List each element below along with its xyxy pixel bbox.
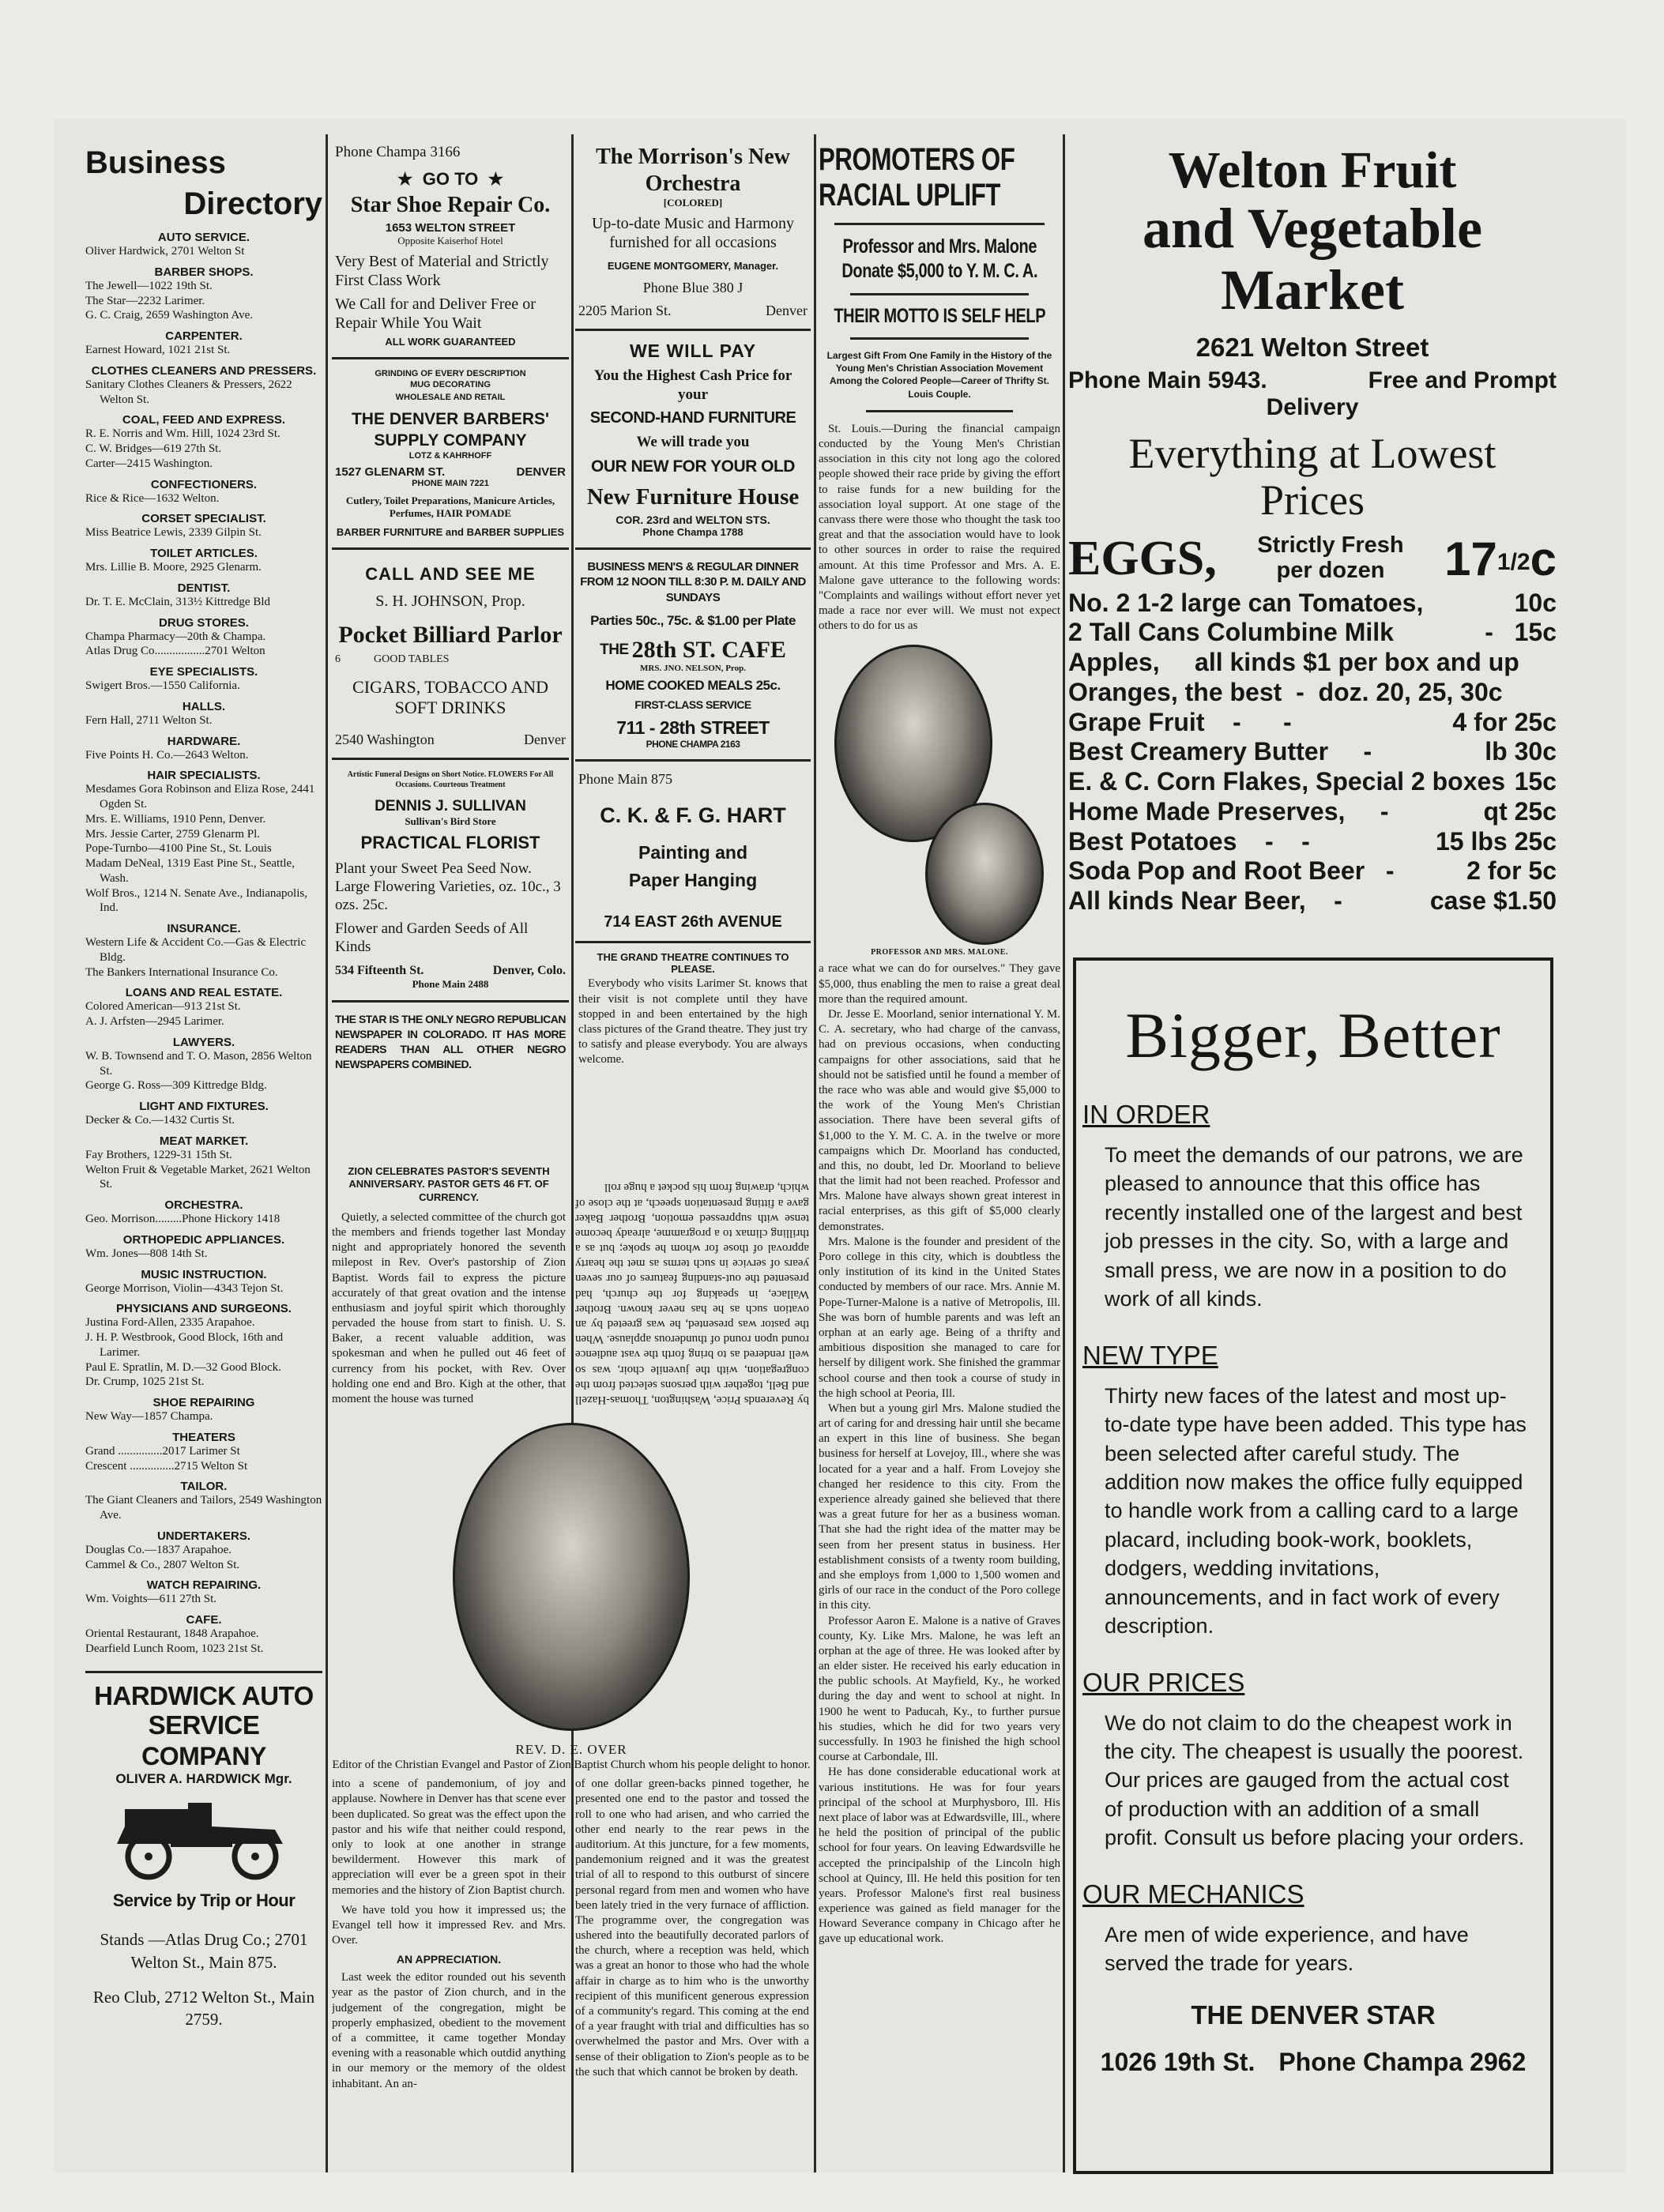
barbers-supply-ad xyxy=(332,367,569,540)
directory-entry: Crescent ...............2715 Welton St xyxy=(85,1459,248,1473)
directory-category: CARPENTER. xyxy=(165,329,243,343)
directory-category: LOANS AND REAL ESTATE. xyxy=(125,986,283,1000)
star-ad-phone: Phone Champa 2962 xyxy=(1278,2047,1527,2076)
directory-entry: Wolf Bros., 1214 N. Senate Ave., Indianapolis, Ind. xyxy=(85,886,307,915)
promoters-sub1: Professor and Mrs. Malone Donate $5,000 to Y. M. C. A. xyxy=(841,235,1037,282)
barbers-phone: PHONE MAIN 7221 xyxy=(412,478,489,488)
directory-entry: Dearfield Lunch Room, 1023 21st St. xyxy=(85,1642,264,1655)
furniture-address: COR. 23rd and WELTON STS. xyxy=(616,513,770,526)
market-item-name: 2 Tall Cans Columbine Milk xyxy=(1068,618,1394,647)
florist-p1: Plant your Sweet Pea Seed Now. Large Flowering Varieties, oz. 10c., 3 ozs. 25c. xyxy=(335,860,561,914)
promoters-p7: He has done considerable educational work at various institutions. He was for four years principal of the school at Murphysboro, Ill. His next place of labor was at Edwardsville, Ill., where he held the position of principal of the public school for four years. On leaving Edwardsville he accepted the principalship of the Lincoln high school at Quincy, Ill. He held this position for ten years. Professor Malone's first real business experience was gained as field manager for the Howard Severance company in Chicago after he gave up educational work. xyxy=(819,1766,1060,1946)
promoters-p5: When but a young girl Mrs. Malone studied the art of caring for and dressing hair until she became an expert in this line of business. She began business for herself at Lovejoy, Ill., where she was located for a year and a half. From Lovejoy she changed her residence to this city. From the experience already gained she believed that there was a great future for her as a business woman. That she had the right idea of the matter may be seen from her present status in business. Her establishment consists of a twenty room building, and she employs from 1,000 to 1,500 women and girls of our race in the conduct of the Poro college in this city. xyxy=(819,1401,1060,1612)
market-item xyxy=(1068,589,1557,619)
directory-entry: Sanitary Clothes Cleaners & Pressers, 2622 Welton St. xyxy=(85,378,292,406)
eggs-label: EGGS, xyxy=(1068,531,1217,585)
zion-cont-left-p3: Last week the editor rounded out his seventh year as the pastor of Zion church, and in the judgement of the congregation, might be properly emphasized, obedient to the movement of a committee, it came together Monday evening with a reasonable which outdid anything in our memory or the memory of the oldest inhabitant. An an- xyxy=(332,1971,566,2090)
column-3 xyxy=(575,142,811,1169)
billiard-call: CALL AND SEE ME xyxy=(365,564,536,585)
directory-list xyxy=(85,231,322,1657)
directory-entry: Welton Fruit & Vegetable Market, 2621 Welton St. xyxy=(85,1163,311,1191)
market-item-price: 4 for 25c xyxy=(1452,707,1557,736)
grand-theatre-body: Everybody who visits Larimer St. knows that their visit is not complete until they have stopped in and been entertained by the high class pictures of the Grand theatre. They just try to satisfy and please everybody. You are always welcome. xyxy=(578,977,808,1066)
directory-title xyxy=(85,142,322,224)
directory-category: THEATERS xyxy=(172,1430,235,1444)
market-item xyxy=(1068,737,1557,767)
hart-name: C. K. & F. G. HART xyxy=(600,803,786,828)
billiard-name: Pocket Billiard Parlor xyxy=(338,622,563,649)
zion-cont-left-p1: into a scene of pandemonium, of joy and applause. Nowhere in Denver has that scene ever been duplicated. So great was the effect upon the pastor and his wife that neither could respond, only to look at one another in strange bewilderment. However this mark of appreciation will ever be a green spot in their memories and the history of Zion Baptist church. xyxy=(332,1778,566,1897)
market-item-price: case $1.50 xyxy=(1429,886,1557,916)
market-price-list xyxy=(1068,589,1557,916)
shoe-phone: Phone Champa 3166 xyxy=(335,144,461,160)
cafe-prop: MRS. JNO. NELSON, Prop. xyxy=(640,664,746,674)
market-item-price: lb 30c xyxy=(1485,737,1557,766)
directory-category: AUTO SERVICE. xyxy=(157,231,250,244)
market-item xyxy=(1068,618,1557,648)
market-tag-1: Everything at Lowest xyxy=(1128,429,1496,477)
zion-cont-left xyxy=(332,1777,566,2092)
directory-entry: Wm. Jones—808 14th St. xyxy=(85,1247,208,1260)
directory-category: DENTIST. xyxy=(177,581,231,595)
furniture-l2: SECOND-HAND FURNITURE xyxy=(589,408,796,427)
zion-cont-left-p2: We have told you how it impressed us; the Evangel tell how it impressed Rev. and Mrs. Over. xyxy=(332,1903,566,1947)
barbers-top2: MUG DECORATING xyxy=(410,380,491,389)
directory-category: ORTHOPEDIC APPLIANCES. xyxy=(122,1232,285,1247)
divider xyxy=(332,1000,569,1003)
hardwick-service: Service by Trip or Hour xyxy=(112,1890,296,1911)
hart-line2: Paper Hanging xyxy=(628,870,758,891)
billiard-prop: S. H. JOHNSON, Prop. xyxy=(375,592,525,611)
directory-title-line2: Directory xyxy=(183,186,322,221)
eggs-row xyxy=(1068,531,1557,587)
zion-cont-right xyxy=(575,1777,809,2092)
mrs-malone-portrait xyxy=(925,803,1044,945)
market-item-name: Best Creamery Butter - xyxy=(1068,737,1372,766)
florist-sub: Sullivan's Bird Store xyxy=(405,814,496,827)
directory-category: PHYSICIANS AND SURGEONS. xyxy=(116,1302,292,1316)
hardwick-manager: OLIVER A. HARDWICK Mgr. xyxy=(115,1771,292,1787)
directory-entry: Mrs. Jessie Carter, 2759 Glenarm Pl. xyxy=(85,827,261,841)
hardwick-title: HARDWICK AUTO SERVICE xyxy=(94,1680,314,1740)
column-rule xyxy=(326,134,328,2172)
directory-category: COAL, FEED AND EXPRESS. xyxy=(122,413,286,427)
cafe-parties: Parties 50c., 75c. & $1.00 per Plate xyxy=(590,613,796,629)
divider xyxy=(834,223,1045,225)
orchestra-manager: EUGENE MONTGOMERY, Manager. xyxy=(607,260,779,273)
furniture-l4: OUR NEW FOR YOUR OLD xyxy=(591,457,795,476)
shoe-name: Star Shoe Repair Co. xyxy=(350,193,551,217)
market-item-name: Grape Fruit - - xyxy=(1068,707,1292,736)
market-item xyxy=(1068,856,1557,886)
billiard-city: Denver xyxy=(524,731,566,747)
directory-entry: Mesdames Gora Robinson and Eliza Rose, 2441 Ogden St. xyxy=(85,783,315,811)
directory-entry: Douglas Co.—1837 Arapahoe. xyxy=(85,1543,232,1556)
cafe-ad xyxy=(575,558,811,752)
directory-entry: The Star—2232 Larimer. xyxy=(85,294,205,307)
barbers-city: DENVER xyxy=(516,465,566,479)
directory-category: EYE SPECIALISTS. xyxy=(149,665,258,679)
cafe-service: FIRST-CLASS SERVICE xyxy=(634,698,751,712)
market-item xyxy=(1068,886,1557,916)
directory-entry: Madam DeNeal, 1319 East Pine St., Seattle, Wash. xyxy=(85,857,295,885)
divider xyxy=(332,357,569,359)
directory-entry: Swigert Bros.—1550 California. xyxy=(85,679,240,692)
directory-entry: Paul E. Spratlin, M. D.—32 Good Block. xyxy=(85,1360,281,1374)
florist-address: 534 Fifteenth St. xyxy=(335,963,424,977)
column-rule xyxy=(1063,134,1065,2172)
directory-entry: Grand ...............2017 Larimer St xyxy=(85,1444,240,1458)
directory-category: INSURANCE. xyxy=(167,922,241,935)
business-directory xyxy=(85,142,322,2180)
florist-title: PRACTICAL FLORIST xyxy=(360,833,540,853)
billiard-ad xyxy=(332,558,569,750)
directory-category: LAWYERS. xyxy=(172,1035,235,1049)
divider xyxy=(332,758,569,760)
directory-category: CAFE. xyxy=(186,1613,222,1627)
barbers-footer: BARBER FURNITURE and BARBER SUPPLIES xyxy=(336,526,565,539)
directory-category: UNDERTAKERS. xyxy=(156,1529,251,1543)
directory-entry: New Way—1857 Champa. xyxy=(85,1410,213,1423)
billiard-cigars: CIGARS, TOBACCO AND SOFT DRINKS xyxy=(352,677,548,718)
promoters-p6: Professor Aaron E. Malone is a native of Graves county, Ky. Like Mrs. Malone, he was left an orphan at the age of three. He was looked after by an elder sister. He received his early education in the public schools. At Mayfield, Ky., he worked during the day and went to school at night. In 1900 he went to Paducah, Ky., to further pursue his studies, which he did for two years very successfully. In 1903 he finished the high school course at Carbondale, Ill. xyxy=(819,1614,1060,1764)
directory-entry: Dr. Crump, 1025 21st St. xyxy=(85,1375,205,1389)
directory-entry: C. W. Bridges—619 27th St. xyxy=(85,442,222,455)
orchestra-address: 2205 Marion St. xyxy=(578,303,672,319)
directory-entry: Mrs. E. Williams, 1910 Penn, Denver. xyxy=(85,812,266,826)
cafe-the: THE xyxy=(600,641,629,659)
market-title-1: Welton Fruit xyxy=(1168,142,1457,199)
furniture-l1: You the Highest Cash Price for your xyxy=(593,367,792,404)
directory-entry: Pope-Turnbo—4100 Pine St., St. Louis xyxy=(85,842,272,856)
malone-portraits xyxy=(819,645,1060,945)
star-ad-h3: OUR PRICES xyxy=(1082,1667,1245,1697)
directory-entry: Colored American—913 21st St. xyxy=(85,1000,241,1014)
market-delivery-2: Delivery xyxy=(1266,393,1359,420)
zion-cont-right-p: of one dollar green-backs pinned together, he presented one end to the pastor and tossed the roll to one who had arisen, and who carried the other end nearly to the rear pews in the auditorium. At this juncture, for a few moments, pandemonium reigned and it was the greatest trial of all to respond to this outburst of sincere personal regard from men and women who have been lately tried in the very furnace of affliction. The programme over, the congregation was ushered into the beautifully decorated parlors of the church, where a reception was held, which was a great an honor to those who had the whole affair in charge as to him who is the unworthy recipient of this munificent generous expression of a community's regard. This coming at the end of a year fraught with trial and difficulties has so overwhelmed the pastor and Mrs. Over with a sense of their obligation to Zion's people as to be the such that which cannot be broken by death. xyxy=(575,1778,809,2078)
directory-entry: Geo. Morrison.........Phone Hickory 1418 xyxy=(85,1213,280,1225)
star-ad-p3: We do not claim to do the cheapest work in the city. The cheapest is usually the poorest. Our prices are gauged from the actual cost of production with an addition of a small profit. Consult us before placing your orders. xyxy=(1105,1710,1525,1850)
directory-category: BARBER SHOPS. xyxy=(154,265,254,279)
directory-entry: Carter—2415 Washington. xyxy=(85,457,213,470)
directory-entry: Western Life & Accident Co.—Gas & Electric Bldg. xyxy=(85,936,307,964)
market-item-price: 10c xyxy=(1514,588,1557,617)
zion-body-left: Quietly, a selected committee of the church got the members and friends together last Monday night and appropriately honored the seventh milepost in Rev. Over's pastorship of Zion Baptist. Words fail to express the picture accurately of that great ovation and the intense enthusiasm and joyful spirit which thoroughly pervaded the house from start to finish. U. S. Baker, a recent valuable addition, was spokesman and when he pulled out 46 feet of currency from his pocket, with Rev. Over holding one end and Bro. Kigh at the other, that moment the house was turned xyxy=(332,1210,566,1405)
market-item xyxy=(1068,797,1557,827)
directory-entry: Rice & Rice—1632 Welton. xyxy=(85,491,220,505)
divider xyxy=(850,293,1029,295)
directory-category: HAIR SPECIALISTS. xyxy=(147,769,261,783)
directory-category: ORCHESTRA. xyxy=(164,1198,243,1212)
hart-ad xyxy=(575,769,811,933)
market-item xyxy=(1068,827,1557,857)
directory-entry: The Jewell—1022 19th St. xyxy=(85,279,213,292)
denver-star-ad xyxy=(1073,957,1553,2174)
barbers-goods: Cutlery, Toilet Preparations, Manicure Articles, Perfumes, HAIR POMADE xyxy=(345,494,555,519)
market-delivery-1: Free and Prompt xyxy=(1368,367,1557,393)
market-item-price: qt 25c xyxy=(1483,796,1557,826)
shoe-opposite: Opposite Kaiserhof Hotel xyxy=(397,235,503,246)
eggs-fraction: 1/2 xyxy=(1496,548,1530,575)
orchestra-ad xyxy=(575,142,811,321)
directory-entry: J. H. P. Westbrook, Good Block, 16th and Larimer. xyxy=(85,1331,284,1359)
eggs-cents: c xyxy=(1530,532,1557,585)
promoters-p3: Dr. Jesse E. Moorland, senior international Y. M. C. A. secretary, who had charge of the canvass, had on previous occasions, when conducting campaigns for other associations, said that he should not be satisfied until he found a member of the race who was able and would give $5,000 to the work of the Young Men's Christian association. There have been several gifts of $1,000 to the Y. M. C. A. in the twelve or more campaigns which Dr. Moorland has conducted, and this, no doubt, led Dr. Moorland to believe that the limit had not been reached. Professor and Mrs. Malone have always shown great interest in racial enterprises, as this gift of $5,000 clearly demonstrates. xyxy=(819,1008,1060,1233)
shoe-line1: Very Best of Material and Strictly First Class Work xyxy=(335,253,549,290)
directory-entry: Atlas Drug Co.................2701 Welton xyxy=(85,645,265,658)
florist-ad xyxy=(332,768,569,992)
market-item-price: 15 lbs 25c xyxy=(1436,826,1557,856)
market-phone: Phone Main 5943. xyxy=(1068,367,1267,393)
zion-head: ZION CELEBRATES PASTOR'S SEVENTH ANNIVERSARY. PASTOR GETS 46 FT. OF CURRENCY. xyxy=(348,1165,550,1203)
billiard-tables-count: 6 xyxy=(335,653,341,666)
market-title-3: Market xyxy=(1221,258,1404,322)
zion-appreciation: AN APPRECIATION. xyxy=(396,1953,502,1966)
shoe-line2: We Call for and Deliver Free or Repair While You Wait xyxy=(335,295,536,333)
market-item-name: Oranges, the best - doz. 20, 25, 30c xyxy=(1068,677,1503,706)
divider xyxy=(575,759,811,762)
directory-entry: Cammel & Co., 2807 Welton St. xyxy=(85,1558,240,1571)
directory-entry: G. C. Craig, 2659 Washington Ave. xyxy=(85,309,253,322)
star-ad-name: THE DENVER STAR xyxy=(1191,1999,1436,2030)
directory-title-line1: Business xyxy=(85,145,226,180)
zion-top xyxy=(332,1165,811,1407)
directory-category: TAILOR. xyxy=(180,1480,228,1494)
cafe-phone: PHONE CHAMPA 2163 xyxy=(646,739,740,750)
star-ad-p1: To meet the demands of our patrons, we are pleased to announce that this office has recently installed one of the largest and best job presses in the city. So, with a large and small press, we are now in a position to do work of all kinds. xyxy=(1105,1143,1523,1311)
hardwick-company: COMPANY xyxy=(141,1742,266,1771)
star-icon: ★ xyxy=(397,169,413,189)
directory-category: MUSIC INSTRUCTION. xyxy=(141,1267,267,1281)
directory-category: MEAT MARKET. xyxy=(159,1134,249,1148)
florist-top: Artistic Funeral Designs on Short Notice. FLOWERS For All Occasions. Courteous Treatment xyxy=(347,769,554,789)
barbers-address: 1527 GLENARM ST. xyxy=(335,465,446,479)
barbers-top3: WHOLESALE AND RETAIL xyxy=(395,392,506,402)
directory-entry: Mrs. Lillie B. Moore, 2925 Glenarm. xyxy=(85,561,262,574)
market-title-2: and Vegetable xyxy=(1142,197,1483,261)
star-notice: THE STAR IS THE ONLY NEGRO REPUBLICAN NEWSPAPER IN COLORADO. IT HAS MORE READERS THAN ALL OTHER NEGRO NEWSPAPERS COMBINED. xyxy=(335,1013,566,1070)
orchestra-phone: Phone Blue 380 J xyxy=(642,280,744,296)
directory-category: TOILET ARTICLES. xyxy=(150,547,258,560)
market-item xyxy=(1068,648,1557,678)
directory-category: HARDWARE. xyxy=(167,734,241,748)
directory-entry: Wm. Voights—611 27th St. xyxy=(85,1593,216,1606)
directory-category: LIGHT AND FIXTURES. xyxy=(139,1100,269,1113)
directory-category: WATCH REPAIRING. xyxy=(146,1578,262,1593)
divider xyxy=(332,547,569,550)
directory-entry: The Bankers International Insurance Co. xyxy=(85,965,278,979)
shoe-address: 1653 WELTON STREET xyxy=(385,221,516,235)
hardwick-ad xyxy=(85,1671,322,2031)
star-icon: ★ xyxy=(488,169,504,189)
directory-category: SHOE REPAIRING xyxy=(152,1396,255,1409)
furniture-phone: Phone Champa 1788 xyxy=(642,525,744,538)
promoters-p1: St. Louis.—During the financial campaign conducted by the Young Men's Christian association in this city not long ago the colored people showed their race pride by giving the effort to raise funds for a new building for the association loyal support. At one stage of the canvass there were those who thought the task too great and that the association would have to look to other sources in order to raise the required amount. At this time Professor and Mrs. A. E. Malone gave utterance to the following words: "Complaints and wailings without effort never yet made a race nor ever will. We must not expect others to do for us as xyxy=(819,422,1060,633)
orchestra-city: Denver xyxy=(766,303,808,319)
star-ad-h2: NEW TYPE xyxy=(1082,1340,1218,1370)
market-item-name: No. 2 1-2 large can Tomatoes, xyxy=(1068,588,1424,617)
market-item-name: Home Made Preserves, - xyxy=(1068,796,1389,826)
directory-entry: Fern Hall, 2711 Welton St. xyxy=(85,713,213,727)
directory-entry: Oriental Restaurant, 1848 Arapahoe. xyxy=(85,1627,259,1640)
furniture-l3: We will trade you xyxy=(636,433,750,450)
directory-entry: W. B. Townsend and T. O. Mason, 2856 Welton St. xyxy=(85,1049,312,1078)
star-shoe-ad xyxy=(332,142,569,349)
furniture-name: New Furniture House xyxy=(586,483,800,510)
star-ad-p2: Thirty new faces of the latest and most up-to-date type have been added. This type has been selected after careful study. The addition now makes the office fully equipped to handle work from a calling card to a large placard, including book-work, booklets, dodgers, wedding invitations, announcements, and in fact work of every description. xyxy=(1105,1383,1527,1638)
promoters-caption: PROFESSOR AND MRS. MALONE. xyxy=(871,948,1008,957)
market-tagline xyxy=(1068,431,1557,525)
divider xyxy=(850,337,1029,340)
rev-over-portrait xyxy=(453,1423,690,1731)
hardwick-reo-club: Reo Club, 2712 Welton St., Main 2759. xyxy=(92,1988,315,2030)
market-tag-2: Prices xyxy=(1260,476,1365,525)
market-item-price: - 15c xyxy=(1485,618,1557,647)
market-item-price: 15c xyxy=(1514,767,1557,796)
promoters-p2: a race what we can do for ourselves." They gave $5,000, thus enabling the men to raise a great deal more than the required amount. xyxy=(819,962,1060,1006)
florist-name: DENNIS J. SULLIVAN xyxy=(375,797,526,814)
barbers-name: THE DENVER BARBERS' SUPPLY COMPANY xyxy=(351,409,550,450)
barbers-top1: GRINDING OF EVERY DESCRIPTION xyxy=(375,369,526,379)
directory-entry: Dr. T. E. McClain, 313½ Kittredge Bld xyxy=(85,595,271,608)
directory-entry: Miss Beatrice Lewis, 2339 Gilpin St. xyxy=(85,526,262,540)
cafe-meals: HOME COOKED MEALS 25c. xyxy=(605,678,781,694)
furniture-ad xyxy=(575,339,811,540)
shoe-goto: GO TO xyxy=(422,169,479,189)
promoters-p4: Mrs. Malone is the founder and president of the Poro college in this city, which is doubtless the only institution of its kind in the United States conducted by members of our race. Mrs. Annie M. Pope-Turner-Malone is a native of Metropolis, Ill. She was born of humble parents and was left an orphan at an early age. Being of a thrifty and ambitious disposition she managed to care for herself by diligent work. She finished the grammar school course and then took a course of study in the high school at Peoria, Ill. xyxy=(819,1235,1060,1400)
cafe-address: 711 - 28th STREET xyxy=(616,717,770,739)
orchestra-name: The Morrison's New Orchestra xyxy=(596,145,790,196)
star-ad-h1: IN ORDER xyxy=(1082,1100,1210,1129)
orchestra-colored: [COLORED] xyxy=(663,197,723,209)
hardwick-stands: Stands —Atlas Drug Co.; 2701 Welton St., Main 875. xyxy=(100,1930,308,1972)
eggs-desc-2: per dozen xyxy=(1276,558,1385,584)
directory-entry: Five Points H. Co.—2643 Welton. xyxy=(85,748,249,762)
grand-theatre-article xyxy=(575,951,811,1067)
market-item xyxy=(1068,678,1557,708)
florist-phone: Phone Main 2488 xyxy=(412,977,489,990)
directory-category: CONFECTIONERS. xyxy=(150,477,258,491)
divider xyxy=(575,547,811,550)
promoters-deck: Largest Gift From One Family in the History of the Young Men's Christian Association Movement Among the Colored People—Career of Thrifty St. Louis Couple. xyxy=(826,350,1052,400)
directory-entry: Fay Brothers, 1229-31 15th St. xyxy=(85,1148,232,1161)
market-item-name: Apples, all kinds $1 per box and up xyxy=(1068,648,1519,677)
zion-article xyxy=(332,1165,811,2172)
zion-bottom xyxy=(332,1777,811,2092)
grand-theatre-head: THE GRAND THEATRE CONTINUES TO PLEASE. xyxy=(597,951,789,976)
market-item-name: E. & C. Corn Flakes, Special 2 boxes xyxy=(1068,767,1506,796)
billiard-tables: GOOD TABLES xyxy=(374,653,450,666)
zion-right-column-inverted xyxy=(575,1165,809,1407)
zion-caption: Editor of the Christian Evangel and Pastor of Zion Baptist Church whom his people delight to honor. xyxy=(332,1759,811,1772)
divider xyxy=(866,410,1013,412)
market-title xyxy=(1068,142,1557,322)
directory-entry: Justina Ford-Allen, 2335 Arapahoe. xyxy=(85,1316,255,1330)
hart-phone: Phone Main 875 xyxy=(578,771,672,788)
florist-p2: Flower and Garden Seeds of All Kinds xyxy=(335,920,529,955)
market-item-name: Best Potatoes - - xyxy=(1068,826,1310,856)
zion-left-column xyxy=(332,1165,566,1407)
billiard-address: 2540 Washington xyxy=(335,731,435,747)
star-ad-p4: Are men of wide experience, and have served the trade for years. xyxy=(1105,1922,1469,1976)
directory-entry: A. J. Arfsten—2945 Larimer. xyxy=(85,1015,224,1028)
market-address: 2621 Welton Street xyxy=(1195,332,1429,362)
directory-entry: Oliver Hardwick, 2701 Welton St xyxy=(85,245,245,258)
eggs-desc-1: Strictly Fresh xyxy=(1257,532,1404,559)
divider xyxy=(575,941,811,943)
directory-entry: Earnest Howard, 1021 21st St. xyxy=(85,344,231,356)
shoe-guarantee: ALL WORK GUARANTEED xyxy=(385,336,516,348)
hart-line1: Painting and xyxy=(638,842,747,863)
florist-city: Denver, Colo. xyxy=(492,963,566,977)
directory-entry: Decker & Co.—1432 Curtis St. xyxy=(85,1114,235,1127)
star-ad-address: 1026 19th St. xyxy=(1100,2047,1256,2076)
zion-body-right: by Reverends Price, Washington, Thomas-Hazell and Bell, together with persons selected from the congregation, with the juvenile choir, was so well rendered as to bring forth the vast audience round upon round of thunderous applause. When the pastor was presented, he was greeted by an ovation such as he has never known. Brother Wallace, in speaking for the church, had presented the out-standing features of our seven years of service in such terms as met the hearty approval of those for whom he spoke; but as a thrilling climax to a programme, already become tense with suppressed emotion, Brother Baker gave a fitting presentation speech, at the close of which, drawing from his pocket a huge roll xyxy=(575,1181,809,1407)
star-ad-headline: Bigger, Better xyxy=(1125,999,1501,1071)
market-item-price: 2 for 5c xyxy=(1466,856,1557,886)
orchestra-desc: Up-to-date Music and Harmony furnished for all occasions xyxy=(591,215,795,252)
furniture-head: WE WILL PAY xyxy=(629,340,757,362)
directory-category: CORSET SPECIALIST. xyxy=(141,512,266,526)
market-item xyxy=(1068,767,1557,797)
directory-entry: Champa Pharmacy—20th & Champa. xyxy=(85,630,266,643)
automobile-icon xyxy=(93,1795,314,1882)
directory-entry: The Giant Cleaners and Tailors, 2549 Washington Ave. xyxy=(85,1494,322,1522)
promoters-headline xyxy=(819,142,1060,213)
market-item xyxy=(1068,708,1557,738)
promoters-article xyxy=(819,142,1060,2176)
directory-category: CLOTHES CLEANERS AND PRESSERS. xyxy=(91,363,317,378)
promoters-sub2: THEIR MOTTO IS SELF HELP xyxy=(834,305,1045,328)
star-ad-h4: OUR MECHANICS xyxy=(1082,1879,1304,1909)
column-rule xyxy=(814,134,816,2172)
directory-category: DRUG STORES. xyxy=(159,615,249,630)
zion-caption-name: REV. D. E. OVER xyxy=(515,1742,627,1758)
directory-entry: George Morrison, Violin—4343 Tejon St. xyxy=(85,1281,284,1295)
eggs-price: 17 xyxy=(1444,532,1497,585)
promoters-head: PROMOTERS OF RACIAL UPLIFT xyxy=(819,142,1015,213)
divider xyxy=(575,329,811,331)
barbers-owners: LOTZ & KAHRHOFF xyxy=(408,451,492,461)
market-item-name: Soda Pop and Root Beer - xyxy=(1068,856,1395,886)
cafe-name: 28th ST. CAFE xyxy=(631,637,786,664)
directory-entry: George G. Ross—309 Kittredge Bldg. xyxy=(85,1079,267,1093)
hart-address: 714 EAST 26th AVENUE xyxy=(604,913,782,931)
cafe-top: BUSINESS MEN'S & REGULAR DINNER FROM 12 NOON TILL 8:30 P. M. DAILY AND SUNDAYS xyxy=(580,559,806,604)
directory-category: HALLS. xyxy=(182,699,226,713)
market-item-name: All kinds Near Beer, - xyxy=(1068,886,1342,916)
directory-entry: R. E. Norris and Wm. Hill, 1024 23rd St. xyxy=(85,427,280,441)
market-ad xyxy=(1068,142,1557,948)
